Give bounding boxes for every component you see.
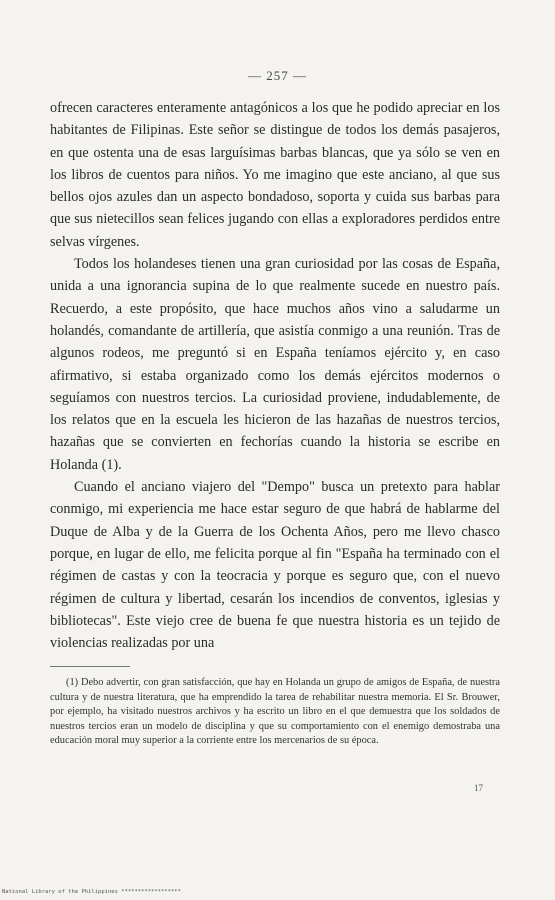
- paragraph-3: Cuando el anciano viajero del "Dempo" busca un pretexto para hablar conmigo, mi experiencia me hace estar seguro de que habrá de hablarme del Duque de Alba y de la Guerra de los Ochenta Años, pero me llevo chasco porque, en lugar de ello, me felicita porque al fin "España ha terminado con el régimen de castas y con la teocracia y porque es seguro que, con el nuevo régimen de cultura y libertad, cesarán los incendios de conventos, iglesias y bibliotecas". Este viejo cree de buena fe que nuestra historia es un tejido de violencias realizadas por una: [50, 479, 500, 652]
- footnote-1: (1) Debo advertir, con gran satisfacción, que hay en Holanda un grupo de amigos de España, de nuestra cultura y de nuestra literatura, que ha emprendido la tarea de rehabilitar nuestra memoria. El Sr. Brouwer, por ejemplo, ha visitado nuestros archivos y ha escrito un libro en el que demuestra que los soldados de nuestros tercios eran un modelo de disciplina y que su comportamiento con el enemigo demostraba una educación moral muy superior a la corriente entre los mercenarios de su época.: [50, 677, 500, 747]
- body-text: [50, 97, 500, 654]
- paragraph-1: ofrecen caracteres enteramente antagónicos a los que he podido apreciar en los habitantes de Filipinas. Este señor se distingue de todos los demás pasajeros, en que ostenta una de esas larguísimas barbas blancas, que ya sólo se ven en los libros de cuentos para niños. Yo me imagino que este anciano, al que sus bellos ojos azules dan un aspecto bondadoso, soporta y cuida sus barbas para que sus nietecillos sean felices jugando con ellas a exploradores perdidos entre selvas vírgenes.: [50, 100, 500, 250]
- scan-credit: National Library of the Philippines ******************: [2, 889, 181, 895]
- footnotes: [50, 676, 500, 749]
- page-number: — 257 —: [248, 68, 307, 83]
- printer-signature: 17: [474, 783, 483, 793]
- paragraph-2: Todos los holandeses tienen una gran curiosidad por las cosas de España, unida a una ignorancia supina de lo que realmente sucede en nuestro país. Recuerdo, a este propósito, que hace muchos años vino a saludarme un holandés, comandante de artillería, que asistía conmigo a una reunión. Tras de algunos rodeos, me preguntó si en España teníamos ejército y, en caso afirmativo, si estaba organizado como los demás ejércitos modernos o seguíamos con nuestros tercios. La curiosidad proviene, indudablemente, de los relatos que en la escuela les hicieron de las hazañas de nuestros tercios, hazañas que se convierten en fechorías cuando la historia se escribe en Holanda (1).: [50, 256, 500, 473]
- footnote-divider: [50, 666, 130, 667]
